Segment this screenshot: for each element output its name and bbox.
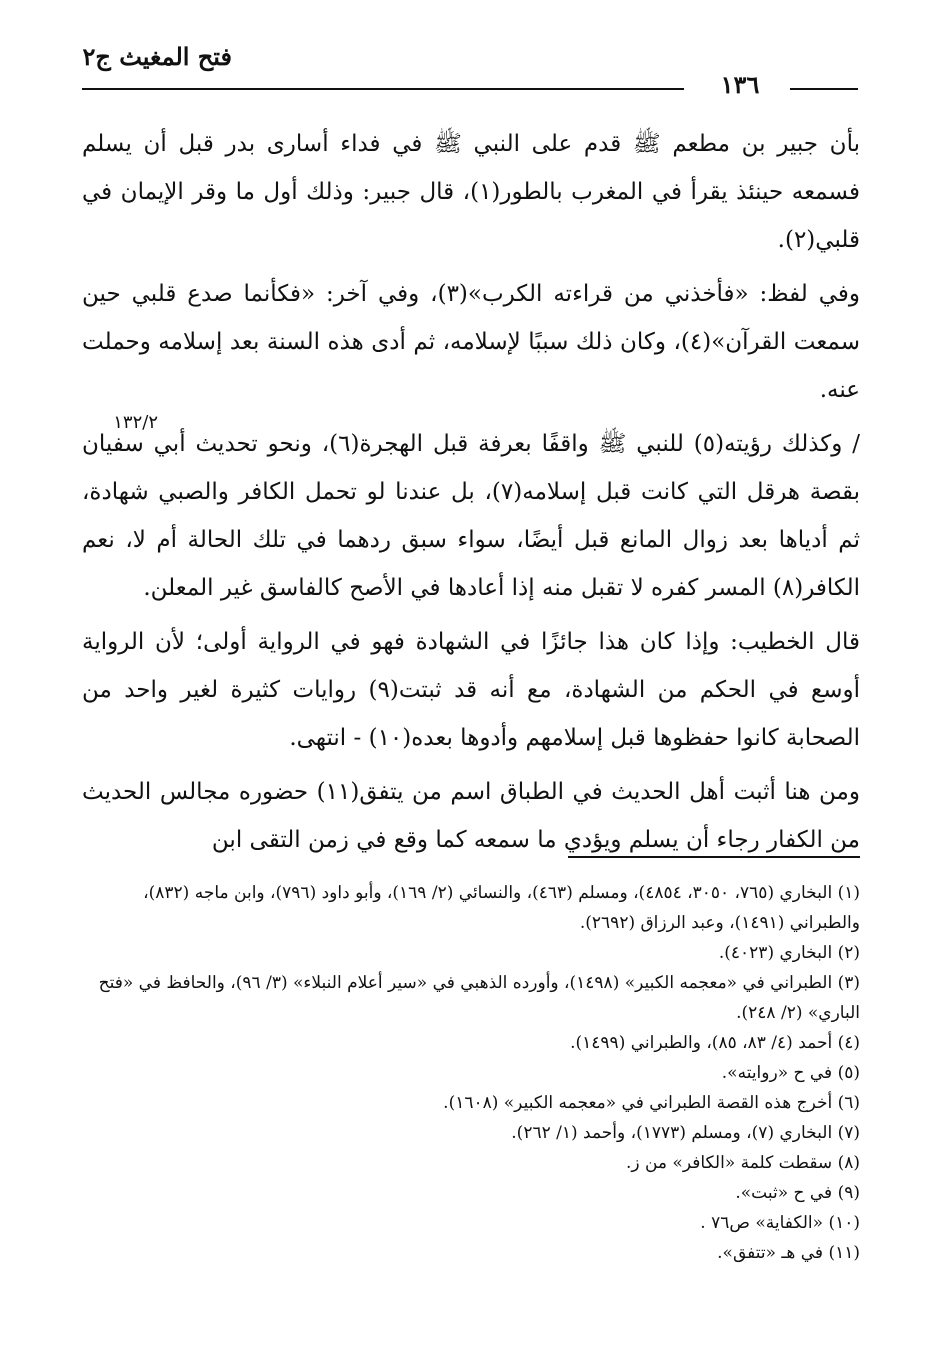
footnote: (١٠) «الكفاية» ص٧٦ . (700, 1213, 860, 1233)
footnote: (٧) البخاري (٧)، ومسلم (١٧٧٣)، وأحمد (١/ ٢٦٢). (511, 1123, 860, 1143)
body-paragraph: ومن هنا أثبت أهل الحديث في الطباق اسم من يتفق(١١) حضوره مجالس الحديث من الكفار رجاء أن يسلم ويؤدي ما سمعه كما وقع في زمن التقى ابن (82, 779, 860, 853)
running-header-title: فتح المغيث ج٢ (82, 42, 232, 71)
footnote: (٣) الطبراني في «معجمه الكبير» (١٤٩٨)، وأورده الذهبي في «سير أعلام النبلاء» (٣/ ٩٦)، والحافظ في «فتح الباري» (٢/ ٢٤٨). (98, 973, 860, 1023)
footnote: (٢) البخاري (٤٠٢٣). (718, 943, 860, 963)
body-paragraph: / وكذلك رؤيته(٥) للنبي ﷺ واقفًا بعرفة قبل الهجرة(٦)، ونحو تحديث أبي سفيان بقصة هرقل التي كانت قبل إسلامه(٧)، بل عندنا لو تحمل الكافر والصبي شهادة، ثم أدياها بعد زوال المانع قبل أيضًا، سواء سبق ردهما في تلك الحالة أم لا، نعم الكافر(٨) المسر كفره لا تقبل منه إذا أعادها في الأصح كالفاسق غير المعلن. (82, 431, 861, 601)
footnote: (٩) في ح «ثبت». (735, 1183, 860, 1203)
margin-reference-text: ١٣٢/٢ (113, 412, 158, 433)
footnote: (٨) سقطت كلمة «الكافر» من ز. (625, 1153, 860, 1173)
body-paragraph: بأن جبير بن مطعم ﷺ قدم على النبي ﷺ في فداء أسارى بدر قبل أن يسلم فسمعه حينئذ يقرأ في المغرب بالطور(١)، قال جبير: وذلك أول ما وقر الإيمان في قلبي(٢). (82, 131, 860, 253)
header-rule (82, 88, 684, 90)
page-number: ١٣٦ (720, 70, 760, 99)
footnote: (١) البخاري (٧٦٥، ٣٠٥٠، ٤٨٥٤)، ومسلم (٤٦٣)، والنسائي (٢/ ١٦٩)، وأبو داود (٧٩٦)، وابن ماجه (٨٣٢)، والطبراني (١٤٩١)، وعبد الرزاق (٢٦٩٢). (143, 883, 860, 933)
footnotes (82, 878, 860, 1268)
body-paragraph: قال الخطيب: وإذا كان هذا جائزًا في الشهادة فهو في الرواية أولى؛ لأن الرواية أوسع في الحكم من الشهادة، مع أنه قد ثبتت(٩) روايات كثيرة لغير واحد من الصحابة كانوا حفظوها قبل إسلامهم وأدوها بعده(١٠) - انتهى. (82, 629, 860, 751)
header-rule-right (790, 88, 858, 90)
footnote: (٤) أحمد (٤/ ٨٣، ٨٥)، والطبراني (١٤٩٩). (570, 1033, 860, 1053)
body-paragraph: وفي لفظ: «فأخذني من قراءته الكرب»(٣)، وفي آخر: «فكأنما صدع قلبي حين سمعت القرآن»(٤)، وكان ذلك سببًا لإسلامه، ثم أدى هذه السنة بعد إسلامه وحملت عنه. (82, 281, 860, 403)
footnote-separator (568, 856, 860, 858)
footnote: (٦) أخرج هذه القصة الطبراني في «معجمه الكبير» (١٦٠٨). (443, 1093, 860, 1113)
footnote: (١١) في هـ «تتفق». (717, 1243, 860, 1263)
footnote: (٥) في ح «روايته». (721, 1063, 860, 1083)
main-text (82, 120, 860, 870)
